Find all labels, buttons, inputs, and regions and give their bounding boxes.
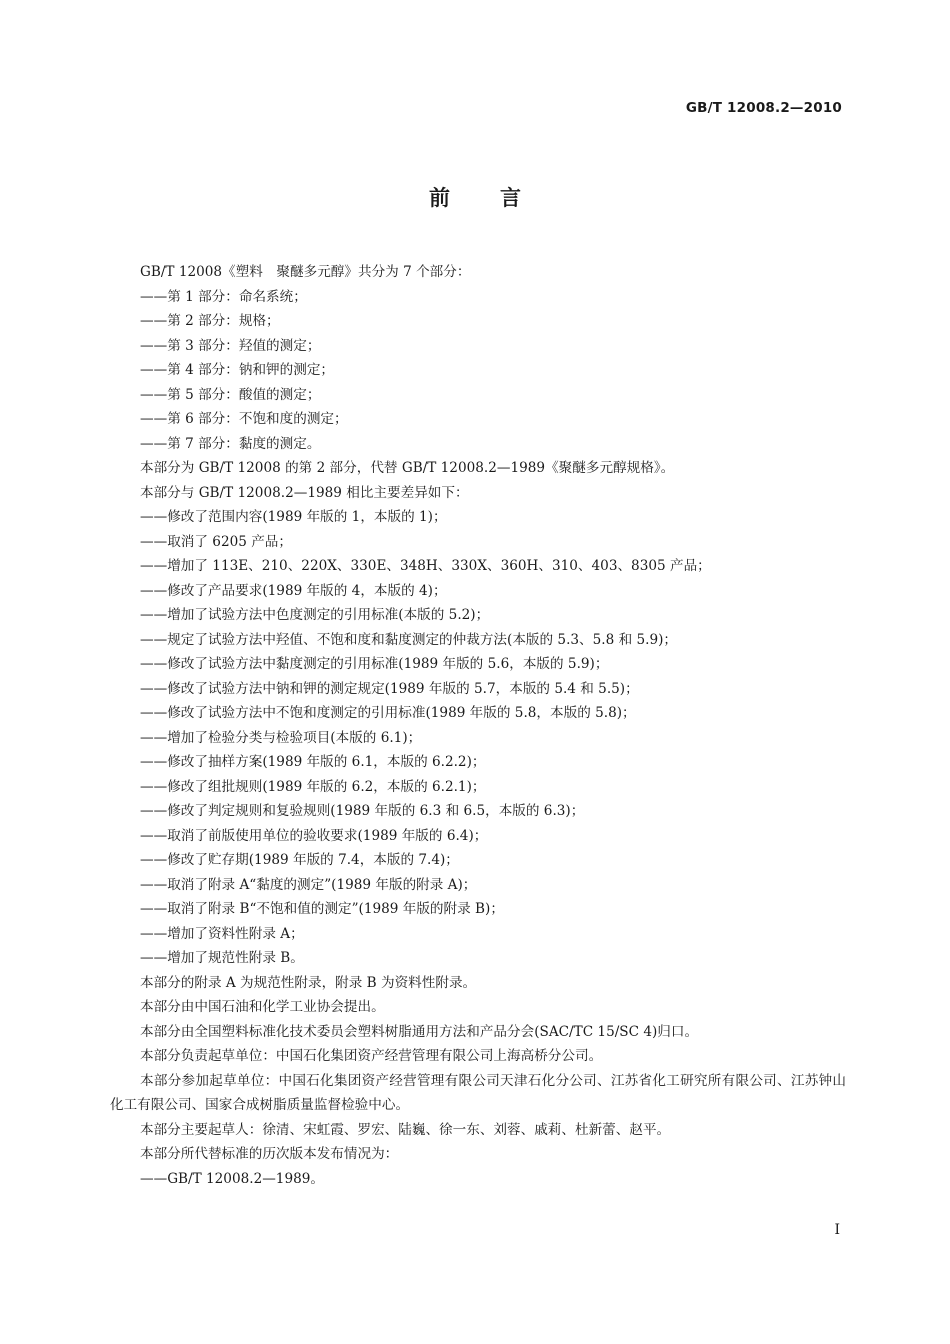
list-item: ——取消了附录 B“不饱和值的测定”(1989 年版的附录 B)；: [140, 901, 504, 917]
paragraph: 本部分的附录 A 为规范性附录，附录 B 为资料性附录。: [140, 974, 477, 991]
list-item: ——第 7 部分：黏度的测定。: [140, 435, 321, 452]
list-item: ——取消了前版使用单位的验收要求(1989 年版的 6.4)；: [140, 827, 488, 844]
list-item: ——第 3 部分：羟值的测定；: [140, 337, 321, 354]
list-item: ——第 1 部分：命名系统；: [140, 288, 307, 305]
list-item: ——增加了资料性附录 A；: [140, 925, 304, 942]
page-number: I: [834, 1222, 840, 1238]
paragraph: 本部分与 GB/T 12008.2—1989 相比主要差异如下：: [140, 484, 469, 501]
paragraph: 本部分为 GB/T 12008 的第 2 部分，代替 GB/T 12008.2—1989《聚醚多元醇规格》。: [140, 460, 675, 476]
paragraph: 本部分负责起草单位：中国石化集团资产经营管理有限公司上海高桥分公司。: [140, 1048, 603, 1064]
list-item: ——规定了试验方法中羟值、不饱和度和黏度测定的仲裁方法(本版的 5.3、5.8 和 5.9)；: [140, 631, 678, 648]
page-title: 前言: [429, 186, 571, 210]
list-item: ——修改了组批规则(1989 年版的 6.2，本版的 6.2.1)；: [140, 778, 486, 795]
list-item: ——增加了 113E、210、220X、330E、348H、330X、360H、310、403、8305 产品；: [140, 558, 711, 574]
list-item: ——第 4 部分：钠和钾的测定；: [140, 362, 335, 378]
standard-code: GB/T 12008.2—2010: [685, 100, 842, 116]
paragraph: 本部分主要起草人：徐清、宋虹霞、罗宏、陆巍、徐一东、刘蓉、戚莉、杜新蕾、赵平。: [140, 1121, 671, 1138]
list-item: ——修改了产品要求(1989 年版的 4，本版的 4)；: [140, 582, 447, 599]
list-item: ——修改了试验方法中钠和钾的测定规定(1989 年版的 5.7，本版的 5.4 和 5.5)；: [140, 680, 639, 697]
list-item: ——增加了检验分类与检验项目(本版的 6.1)；: [140, 729, 422, 746]
list-item: ——修改了范围内容(1989 年版的 1，本版的 1)；: [140, 509, 447, 525]
list-item: ——修改了贮存期(1989 年版的 7.4，本版的 7.4)；: [140, 852, 459, 868]
paragraph: 本部分参加起草单位：中国石化集团资产经营管理有限公司天津石化分公司、江苏省化工研究所有限公司、江苏钟山化工有限公司、国家合成树脂质量监督检验中心。: [110, 1072, 846, 1113]
list-item: ——增加了试验方法中色度测定的引用标准(本版的 5.2)；: [140, 607, 490, 623]
paragraph: GB/T 12008《塑料 聚醚多元醇》共分为 7 个部分：: [140, 264, 471, 280]
list-item: ——第 6 部分：不饱和度的测定；: [140, 411, 348, 427]
list-item: ——取消了 6205 产品；: [140, 533, 292, 550]
paragraph: 本部分由全国塑料标准化技术委员会塑料树脂通用方法和产品分会(SAC/TC 15/SC 4)归口。: [140, 1023, 699, 1040]
list-item: ——修改了抽样方案(1989 年版的 6.1，本版的 6.2.2)；: [140, 754, 486, 770]
paragraph: 本部分所代替标准的历次版本发布情况为：: [140, 1146, 399, 1162]
list-item: ——增加了规范性附录 B。: [140, 950, 304, 966]
list-item: ——修改了试验方法中黏度测定的引用标准(1989 年版的 5.6，本版的 5.9)；: [140, 656, 609, 672]
paragraph: 本部分由中国石油和化学工业协会提出。: [140, 999, 385, 1015]
list-item: ——第 2 部分：规格；: [140, 313, 280, 329]
foreword-body: [110, 260, 846, 1191]
list-item: ——第 5 部分：酸值的测定；: [140, 386, 321, 403]
list-item: ——取消了附录 A“黏度的测定”(1989 年版的附录 A)；: [140, 876, 477, 893]
list-item: ——修改了试验方法中不饱和度测定的引用标准(1989 年版的 5.8，本版的 5.8)；: [140, 705, 636, 721]
list-item: ——修改了判定规则和复验规则(1989 年版的 6.3 和 6.5，本版的 6.3)；: [140, 803, 585, 819]
list-item: ——GB/T 12008.2—1989。: [140, 1170, 325, 1187]
